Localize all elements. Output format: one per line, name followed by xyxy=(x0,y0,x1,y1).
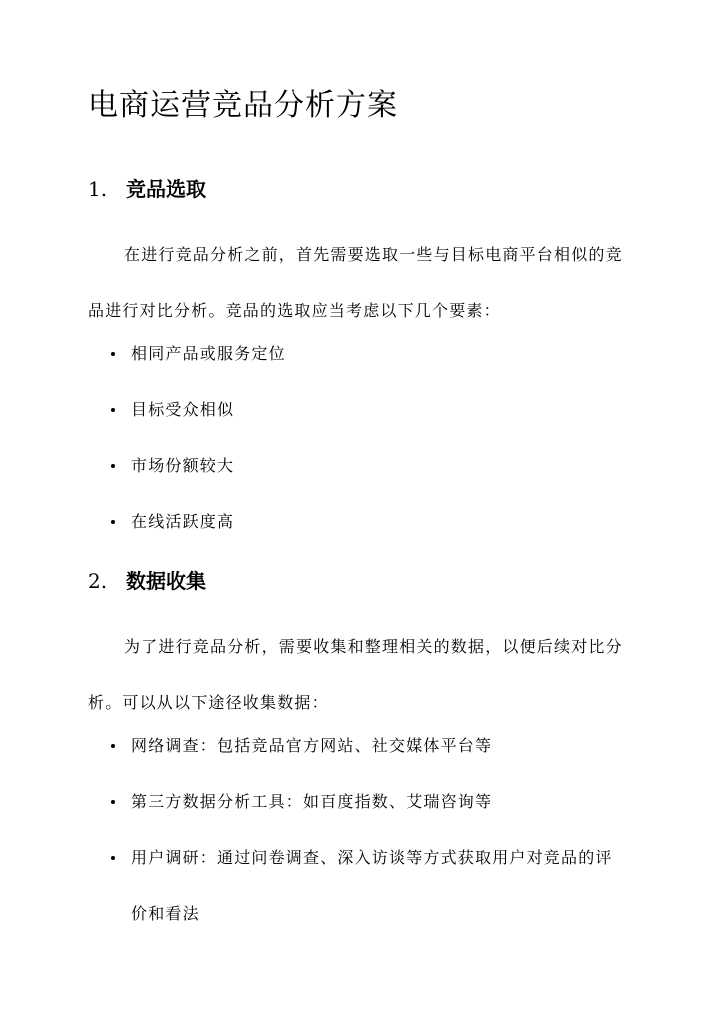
section-title-1: 竞品选取 xyxy=(126,177,206,201)
section-number-1: 1. xyxy=(88,177,108,201)
list-item xyxy=(88,830,623,942)
bullet-dot xyxy=(111,800,115,804)
list-item-text: 市场份额较大 xyxy=(131,456,235,475)
list-item xyxy=(88,382,636,438)
list-item-text: 第三方数据分析工具：如百度指数、艾瑞咨询等 xyxy=(131,792,493,811)
list-item-text: 相同产品或服务定位 xyxy=(131,344,286,363)
bullet-dot xyxy=(111,520,115,524)
section-paragraph-2: 为了进行竞品分析，需要收集和整理相关的数据，以便后续对比分析。可以从以下途径收集数据： xyxy=(88,637,623,712)
bullet-dot xyxy=(111,464,115,468)
list-item-text: 目标受众相似 xyxy=(131,400,235,419)
list-item xyxy=(88,326,636,382)
bullet-dot xyxy=(111,408,115,412)
list-item-text: 用户调研：通过问卷调查、深入访谈等方式获取用户对竞品的评价和看法 xyxy=(131,848,613,923)
list-item xyxy=(88,718,636,774)
bullet-dot xyxy=(111,856,115,860)
list-item-text: 在线活跃度高 xyxy=(131,512,235,531)
list-item-text: 网络调查：包括竞品官方网站、社交媒体平台等 xyxy=(131,736,493,755)
section-number-2: 2. xyxy=(88,569,108,593)
list-item xyxy=(88,494,636,550)
page-title: 电商运营竞品分析方案 xyxy=(88,88,398,123)
bullet-dot xyxy=(111,352,115,356)
section-heading-2 xyxy=(88,567,206,595)
section-heading-1 xyxy=(88,175,206,203)
section-paragraph-1: 在进行竞品分析之前，首先需要选取一些与目标电商平台相似的竞品进行对比分析。竞品的选取应当考虑以下几个要素： xyxy=(88,245,623,320)
list-item xyxy=(88,774,636,830)
bullet-list-2 xyxy=(88,718,636,942)
bullet-dot xyxy=(111,744,115,748)
bullet-list-1 xyxy=(88,326,636,550)
section-title-2: 数据收集 xyxy=(126,569,206,593)
list-item xyxy=(88,438,636,494)
